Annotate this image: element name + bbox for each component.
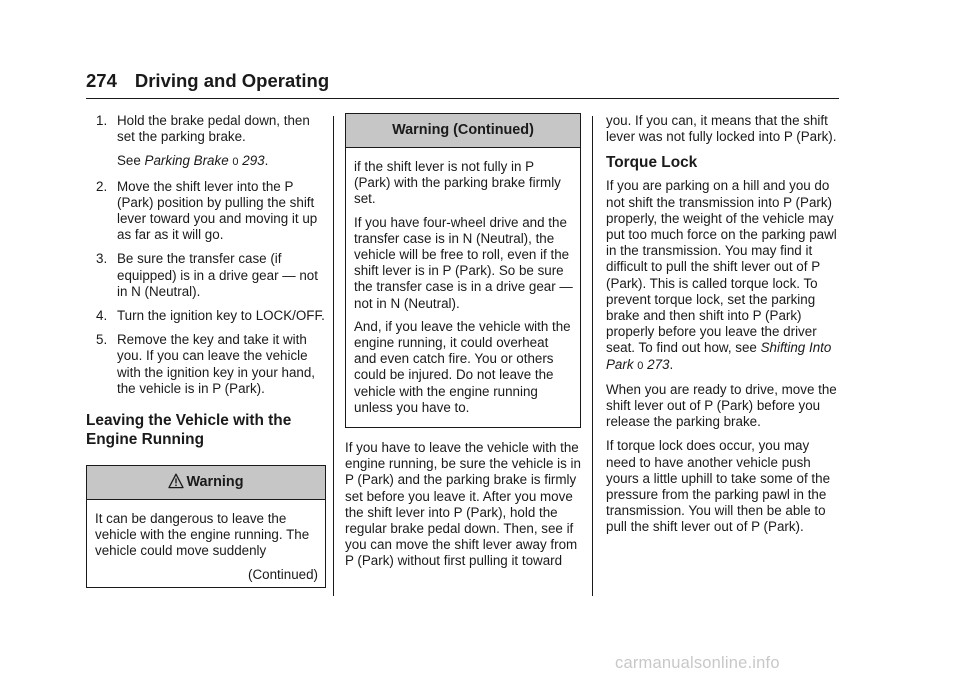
body-paragraph: When you are ready to drive, move the shift lever out of P (Park) before you release the parking brake. [606, 381, 837, 430]
column-middle [345, 113, 581, 578]
page-number: 274 [86, 70, 117, 91]
watermark: carmanualsonline.info [615, 654, 780, 672]
warning-box [86, 465, 326, 588]
page-ref-arrow-icon: 0 [232, 156, 239, 169]
warning-paragraph: And, if you leave the vehicle with the engine running, it could overheat and even catch fire. You or others could be injured. Do not leave the vehicle with the engine running unless you have to. [354, 318, 571, 415]
continued-label: (Continued) [248, 566, 318, 582]
warning-continued-header: Warning (Continued) [346, 114, 580, 148]
step-number: 5. [96, 332, 108, 348]
step-text: Hold the brake pedal down, then set the parking brake. [117, 113, 310, 145]
cross-reference-link[interactable] [145, 153, 265, 168]
step-text: Turn the ignition key to LOCK/OFF. [117, 308, 325, 324]
page-title: Driving and Operating [134, 70, 330, 91]
body-paragraph: If you have to leave the vehicle with the engine running, be sure the vehicle is in P (Park) and the parking brake is firmly set before you leave it. After you move the shift lever into P (Park), hold the regular brake pedal down. Then, see if you can move the shift lever away from P (Park) without first pulling it toward [345, 440, 581, 569]
warning-triangle-icon [168, 473, 184, 489]
column-left [86, 113, 326, 588]
steps-list [86, 113, 326, 145]
step-number: 1. [96, 113, 108, 128]
cross-reference-title: Shifting Into Park [606, 340, 832, 372]
see-prefix: See [117, 153, 145, 169]
cross-reference-page: 293 [242, 153, 265, 169]
steps-list-continued [86, 179, 326, 397]
body-paragraph: you. If you can, it means that the shift lever was not fully locked into P (Park). [606, 113, 837, 145]
step-text: Move the shift lever into the P (Park) position by pulling the shift lever toward you and moving it up as far as it will go. [117, 178, 318, 243]
paragraph-text: If you are parking on a hill and you do not shift the transmission into P (Park) properly, the weight of the vehicle may put too much force on the parking pawl in the transmission. You may find it difficult to pull the shift lever out of P (Park). This is called torque lock. To prevent torque lock, set the parking brake and then shift into P (Park) properly before you leave the driver seat. To find out how, see [606, 178, 837, 356]
column-right [606, 113, 842, 544]
step-item [86, 179, 326, 244]
see-note [86, 153, 326, 170]
page-ref-arrow-icon: 0 [637, 359, 644, 372]
step-item [86, 308, 326, 324]
step-number: 4. [96, 308, 108, 324]
warning-text: It can be dangerous to leave the vehicle with the engine running. The vehicle could move suddenly [95, 511, 310, 559]
section-heading-torque-lock: Torque Lock [606, 154, 698, 172]
cross-reference-title: Parking Brake [144, 153, 229, 169]
paragraph-end: . [669, 356, 674, 372]
step-text: Remove the key and take it with you. If you can leave the vehicle with the ignition key in your hand, the vehicle is in P (Park). [117, 332, 316, 396]
warning-paragraph: if the shift lever is not fully in P (Park) with the parking brake firmly set. [354, 159, 561, 207]
page-header [86, 70, 329, 92]
step-text: Be sure the transfer case (if equipped) is in a drive gear — not in N (Neutral). [117, 251, 318, 299]
cross-reference-page: 273 [647, 356, 670, 372]
step-item [86, 113, 326, 145]
warning-title: Warning [186, 474, 244, 491]
step-number: 3. [96, 251, 108, 267]
header-rule [86, 98, 839, 99]
step-number: 2. [96, 178, 108, 194]
step-item [86, 251, 326, 300]
warning-body [87, 500, 325, 587]
see-suffix: . [264, 153, 269, 169]
warning-paragraph: If you have four-wheel drive and the transfer case is in N (Neutral), the vehicle will be free to roll, even if the shift lever is in P (Park). So be sure the transfer case is in a drive gear — not in N (Neutral). [354, 214, 573, 311]
warning-header [87, 466, 325, 500]
body-paragraph [606, 178, 842, 373]
warning-continued-body [346, 148, 580, 427]
step-item [86, 332, 326, 397]
column-divider-left [333, 116, 334, 596]
column-divider-right [592, 116, 593, 596]
warning-continued-box [345, 113, 581, 428]
body-paragraph: If torque lock does occur, you may need to have another vehicle push yours a little uphill to take some of the pressure from the parking pawl in the transmission. You will then be able to pull the shift lever out of P (Park). [606, 438, 831, 535]
section-heading-leaving-vehicle: Leaving the Vehicle with the Engine Running [86, 412, 292, 449]
